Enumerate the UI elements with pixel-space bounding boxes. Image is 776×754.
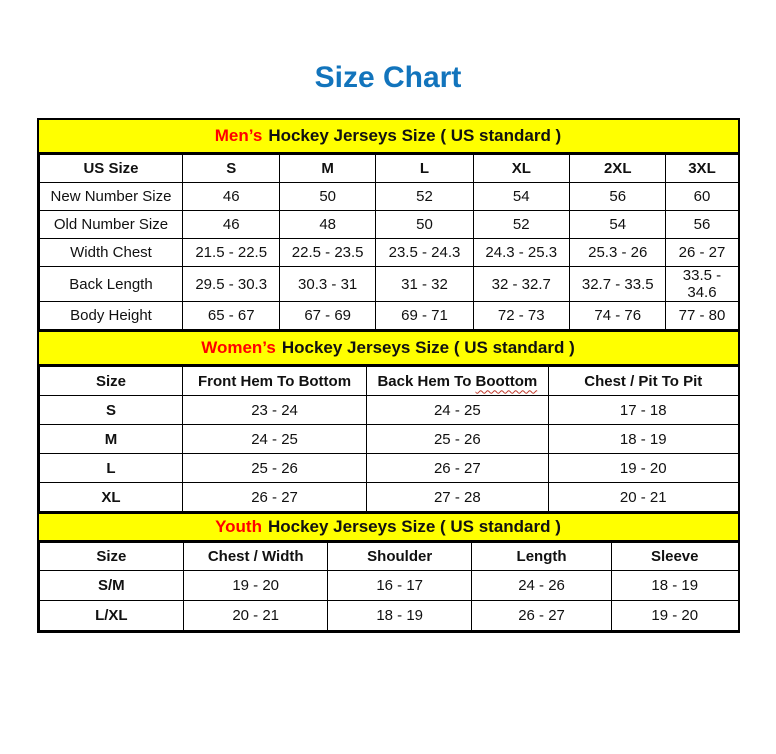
size-value: 56 bbox=[666, 211, 738, 239]
table-row bbox=[39, 267, 738, 302]
section-youth bbox=[39, 512, 738, 631]
size-value: 31 - 32 bbox=[376, 267, 473, 302]
size-value: 46 bbox=[183, 211, 279, 239]
size-value: 56 bbox=[570, 183, 666, 211]
row-label: New Number Size bbox=[39, 183, 183, 211]
size-value: 21.5 - 22.5 bbox=[183, 239, 279, 267]
row-label: L bbox=[39, 454, 183, 483]
size-value: 19 - 20 bbox=[611, 601, 738, 631]
size-value: 23 - 24 bbox=[183, 396, 366, 425]
column-header bbox=[366, 367, 548, 396]
size-value: 26 - 27 bbox=[472, 601, 612, 631]
header-row bbox=[39, 155, 738, 183]
header-row bbox=[39, 543, 738, 571]
size-value: 52 bbox=[376, 183, 473, 211]
row-label: Back Length bbox=[39, 267, 183, 302]
column-header: Size bbox=[39, 543, 184, 571]
column-header: Chest / Width bbox=[184, 543, 328, 571]
mens-title-highlight: Men’s bbox=[214, 126, 263, 145]
row-label: Width Chest bbox=[39, 239, 183, 267]
size-value: 46 bbox=[183, 183, 279, 211]
size-value: 77 - 80 bbox=[666, 302, 738, 330]
row-label: S bbox=[39, 396, 183, 425]
mens-section-title bbox=[39, 120, 738, 154]
size-value: 16 - 17 bbox=[328, 571, 472, 601]
womens-section-title bbox=[39, 330, 738, 366]
column-header: 3XL bbox=[666, 155, 738, 183]
size-value: 24 - 25 bbox=[366, 396, 548, 425]
column-header: 2XL bbox=[570, 155, 666, 183]
column-header: Front Hem To Bottom bbox=[183, 367, 366, 396]
row-label: XL bbox=[39, 483, 183, 512]
size-value: 29.5 - 30.3 bbox=[183, 267, 279, 302]
size-value: 54 bbox=[570, 211, 666, 239]
column-header: Sleeve bbox=[611, 543, 738, 571]
size-chart-page bbox=[0, 62, 776, 633]
size-value: 25 - 26 bbox=[366, 425, 548, 454]
size-value: 32 - 32.7 bbox=[473, 267, 569, 302]
header-row bbox=[39, 367, 738, 396]
size-value: 18 - 19 bbox=[611, 571, 738, 601]
size-value: 69 - 71 bbox=[376, 302, 473, 330]
column-header: Size bbox=[39, 367, 183, 396]
size-value: 18 - 19 bbox=[549, 425, 738, 454]
size-value: 25 - 26 bbox=[183, 454, 366, 483]
size-value: 26 - 27 bbox=[366, 454, 548, 483]
mens-size-table bbox=[39, 154, 739, 330]
table-row bbox=[39, 571, 738, 601]
womens-title-highlight: Women’s bbox=[201, 338, 276, 357]
youth-section-title bbox=[39, 512, 738, 542]
size-value: 19 - 20 bbox=[184, 571, 328, 601]
size-value: 20 - 21 bbox=[549, 483, 738, 512]
size-value: 22.5 - 23.5 bbox=[279, 239, 375, 267]
size-value: 26 - 27 bbox=[666, 239, 738, 267]
column-header: M bbox=[279, 155, 375, 183]
size-value: 50 bbox=[279, 183, 375, 211]
table-row bbox=[39, 425, 738, 454]
table-row bbox=[39, 396, 738, 425]
table-row bbox=[39, 601, 738, 631]
size-value: 25.3 - 26 bbox=[570, 239, 666, 267]
womens-title-rest: Hockey Jerseys Size ( US standard ) bbox=[281, 338, 575, 357]
row-label: M bbox=[39, 425, 183, 454]
size-value: 26 - 27 bbox=[183, 483, 366, 512]
row-label: S/M bbox=[39, 571, 184, 601]
column-header-text: Back Hem To bbox=[377, 372, 476, 390]
size-value: 48 bbox=[279, 211, 375, 239]
size-value: 65 - 67 bbox=[183, 302, 279, 330]
column-header: Shoulder bbox=[328, 543, 472, 571]
size-value: 24.3 - 25.3 bbox=[473, 239, 569, 267]
size-value: 30.3 - 31 bbox=[279, 267, 375, 302]
size-value: 17 - 18 bbox=[549, 396, 738, 425]
size-value: 23.5 - 24.3 bbox=[376, 239, 473, 267]
table-row bbox=[39, 211, 738, 239]
mens-title-rest: Hockey Jerseys Size ( US standard ) bbox=[268, 126, 562, 145]
column-header: US Size bbox=[39, 155, 183, 183]
size-value: 18 - 19 bbox=[328, 601, 472, 631]
row-label: L/XL bbox=[39, 601, 184, 631]
section-mens bbox=[39, 120, 738, 330]
size-chart-container bbox=[37, 118, 740, 633]
size-value: 54 bbox=[473, 183, 569, 211]
size-value: 20 - 21 bbox=[184, 601, 328, 631]
size-value: 74 - 76 bbox=[570, 302, 666, 330]
size-value: 52 bbox=[473, 211, 569, 239]
table-row bbox=[39, 302, 738, 330]
size-value: 50 bbox=[376, 211, 473, 239]
womens-size-table bbox=[39, 366, 739, 512]
size-value: 33.5 - 34.6 bbox=[666, 267, 738, 302]
table-row bbox=[39, 239, 738, 267]
size-value: 72 - 73 bbox=[473, 302, 569, 330]
column-header: S bbox=[183, 155, 279, 183]
table-row bbox=[39, 483, 738, 512]
youth-title-rest: Hockey Jerseys Size ( US standard ) bbox=[267, 517, 561, 536]
column-header: L bbox=[376, 155, 473, 183]
youth-size-table bbox=[39, 542, 739, 631]
page-title: Size Chart bbox=[314, 61, 462, 94]
table-row bbox=[39, 183, 738, 211]
table-row bbox=[39, 454, 738, 483]
row-label: Old Number Size bbox=[39, 211, 183, 239]
youth-title-highlight: Youth bbox=[215, 517, 262, 536]
size-value: 32.7 - 33.5 bbox=[570, 267, 666, 302]
column-header: XL bbox=[473, 155, 569, 183]
section-womens bbox=[39, 330, 738, 512]
size-value: 19 - 20 bbox=[549, 454, 738, 483]
size-value: 67 - 69 bbox=[279, 302, 375, 330]
size-value: 60 bbox=[666, 183, 738, 211]
size-value: 27 - 28 bbox=[366, 483, 548, 512]
size-value: 24 - 25 bbox=[183, 425, 366, 454]
column-header: Length bbox=[472, 543, 612, 571]
misspelled-word: Boottom bbox=[475, 372, 538, 390]
column-header: Chest / Pit To Pit bbox=[549, 367, 738, 396]
row-label: Body Height bbox=[39, 302, 183, 330]
size-value: 24 - 26 bbox=[472, 571, 612, 601]
